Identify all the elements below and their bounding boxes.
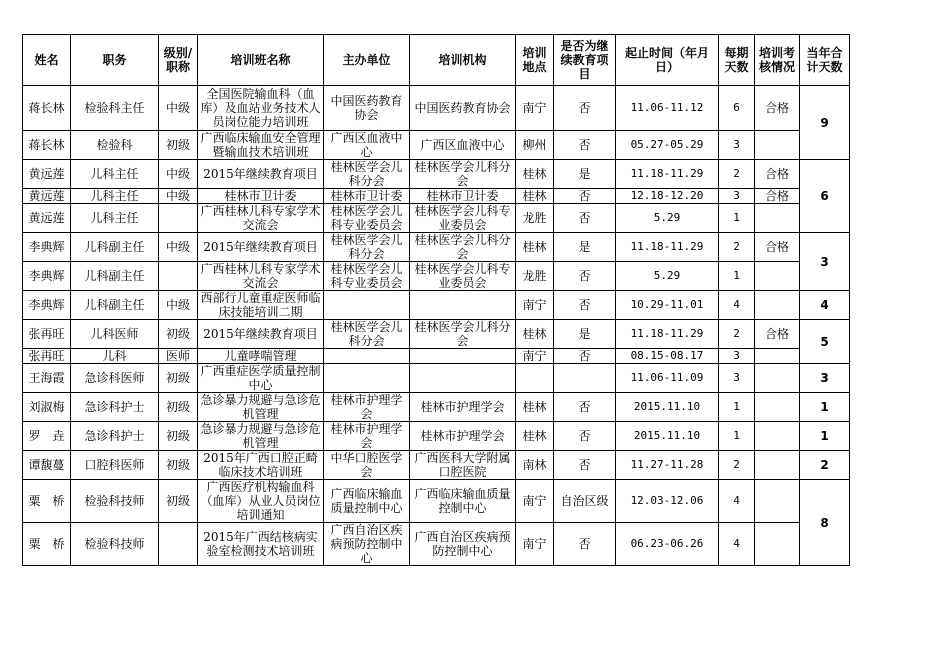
cell-org: 桂林医学会儿科专业委员会 [410,262,516,291]
table-row [23,523,850,566]
cell-place: 南宁 [516,86,554,131]
header-post: 职务 [71,35,159,86]
cell-name: 刘淑梅 [23,393,71,422]
header-total: 当年合计天数 [800,35,850,86]
header-continuing: 是否为继续教育项目 [554,35,616,86]
cell-host: 桂林医学会儿科分会 [324,320,410,349]
cell-continuing: 否 [554,451,616,480]
cell-name: 张再旺 [23,320,71,349]
cell-level: 中级 [159,86,198,131]
cell-total-days: 8 [800,480,850,566]
cell-place: 南宁 [516,349,554,364]
cell-course: 广西临床输血安全管理暨输血技术培训班 [198,131,324,160]
cell-continuing: 否 [554,349,616,364]
cell-host: 广西区血液中心 [324,131,410,160]
cell-time: 11.27-11.28 [616,451,719,480]
cell-post: 儿科副主任 [71,233,159,262]
cell-host: 广西临床输血质量控制中心 [324,480,410,523]
cell-name: 李典辉 [23,262,71,291]
cell-days: 2 [719,320,755,349]
cell-post: 检验科主任 [71,86,159,131]
cell-assess [755,393,800,422]
cell-level: 中级 [159,233,198,262]
cell-post: 儿科医师 [71,320,159,349]
table-body [23,86,850,566]
cell-org: 桂林市护理学会 [410,393,516,422]
cell-time: 2015.11.10 [616,393,719,422]
cell-host: 桂林市护理学会 [324,422,410,451]
cell-level: 中级 [159,291,198,320]
table-row [23,204,850,233]
cell-name: 李典辉 [23,233,71,262]
cell-course: 广西桂林儿科专家学术交流会 [198,262,324,291]
cell-time: 06.23-06.26 [616,523,719,566]
cell-time: 5.29 [616,204,719,233]
cell-place: 桂林 [516,393,554,422]
cell-days: 2 [719,233,755,262]
cell-course: 2015年广西结核病实验室检测技术培训班 [198,523,324,566]
cell-post: 急诊科医师 [71,364,159,393]
cell-name: 黄远莲 [23,204,71,233]
cell-course: 全国医院输血科（血库）及血站业务技术人员岗位能力培训班 [198,86,324,131]
cell-assess [755,523,800,566]
cell-level: 初级 [159,131,198,160]
table-row [23,320,850,349]
cell-continuing: 否 [554,523,616,566]
cell-level: 中级 [159,189,198,204]
cell-place: 南宁 [516,291,554,320]
cell-days: 4 [719,291,755,320]
cell-org: 桂林市护理学会 [410,422,516,451]
cell-name: 蒋长林 [23,131,71,160]
cell-place: 桂林 [516,320,554,349]
cell-post: 儿科主任 [71,189,159,204]
cell-level: 中级 [159,160,198,189]
cell-name: 蒋长林 [23,86,71,131]
cell-place: 桂林 [516,422,554,451]
cell-continuing: 是 [554,233,616,262]
cell-host: 桂林医学会儿科分会 [324,160,410,189]
cell-time: 05.27-05.29 [616,131,719,160]
cell-course: 广西桂林儿科专家学术交流会 [198,204,324,233]
cell-assess: 合格 [755,320,800,349]
cell-post: 儿科主任 [71,204,159,233]
cell-course: 广西重症医学质量控制中心 [198,364,324,393]
cell-total-days: 9 [800,86,850,160]
cell-days: 1 [719,422,755,451]
cell-level: 初级 [159,364,198,393]
cell-org [410,364,516,393]
cell-level: 初级 [159,393,198,422]
cell-days: 3 [719,349,755,364]
cell-name: 罗 垚 [23,422,71,451]
cell-total-days: 6 [800,160,850,233]
cell-level: 医师 [159,349,198,364]
cell-org: 广西自治区疾病预防控制中心 [410,523,516,566]
cell-name: 李典辉 [23,291,71,320]
cell-place: 南宁 [516,523,554,566]
cell-host [324,364,410,393]
cell-level: 初级 [159,422,198,451]
cell-days: 6 [719,86,755,131]
cell-continuing: 否 [554,291,616,320]
cell-post: 检验科技师 [71,523,159,566]
cell-days: 3 [719,364,755,393]
cell-place: 柳州 [516,131,554,160]
cell-name: 王海霞 [23,364,71,393]
cell-continuing: 是 [554,160,616,189]
cell-place: 南林 [516,451,554,480]
cell-days: 4 [719,523,755,566]
training-table [22,34,850,566]
table-row [23,393,850,422]
cell-days: 2 [719,160,755,189]
table-row [23,160,850,189]
cell-total-days: 2 [800,451,850,480]
cell-assess: 合格 [755,189,800,204]
cell-org [410,291,516,320]
cell-org: 中国医药教育协会 [410,86,516,131]
cell-place: 桂林 [516,233,554,262]
cell-time: 10.29-11.01 [616,291,719,320]
cell-name: 黄远莲 [23,189,71,204]
header-level: 级别/职称 [159,35,198,86]
cell-course: 2015年继续教育项目 [198,233,324,262]
cell-assess [755,349,800,364]
cell-assess [755,131,800,160]
cell-host: 中国医药教育协会 [324,86,410,131]
table-row [23,189,850,204]
cell-total-days: 5 [800,320,850,364]
cell-org: 桂林医学会儿科分会 [410,160,516,189]
cell-org: 桂林医学会儿科专业委员会 [410,204,516,233]
cell-place [516,364,554,393]
cell-post: 检验科技师 [71,480,159,523]
cell-org: 桂林医学会儿科分会 [410,320,516,349]
cell-days: 2 [719,451,755,480]
cell-host: 中华口腔医学会 [324,451,410,480]
cell-time: 11.18-11.29 [616,160,719,189]
cell-name: 粟 桥 [23,480,71,523]
cell-assess [755,291,800,320]
cell-place: 桂林 [516,189,554,204]
cell-name: 黄远莲 [23,160,71,189]
cell-place: 南宁 [516,480,554,523]
cell-time: 5.29 [616,262,719,291]
cell-continuing: 否 [554,204,616,233]
cell-time: 11.18-11.29 [616,320,719,349]
cell-post: 急诊科护士 [71,422,159,451]
cell-assess: 合格 [755,233,800,262]
cell-name: 张再旺 [23,349,71,364]
cell-course: 儿童哮喘管理 [198,349,324,364]
cell-days: 1 [719,393,755,422]
cell-total-days: 1 [800,393,850,422]
cell-assess [755,451,800,480]
table-row [23,422,850,451]
header-row [23,35,850,86]
table-row [23,349,850,364]
cell-continuing [554,364,616,393]
cell-post: 口腔科医师 [71,451,159,480]
cell-host: 桂林市卫计委 [324,189,410,204]
table-row [23,86,850,131]
cell-post: 儿科副主任 [71,262,159,291]
cell-org: 广西临床输血质量控制中心 [410,480,516,523]
cell-post: 检验科 [71,131,159,160]
cell-continuing: 否 [554,86,616,131]
cell-course: 2015年广西口腔正畸临床技术培训班 [198,451,324,480]
cell-days: 3 [719,131,755,160]
header-host: 主办单位 [324,35,410,86]
cell-org [410,349,516,364]
cell-host: 广西自治区疾病预防控制中心 [324,523,410,566]
cell-host: 桂林医学会儿科专业委员会 [324,204,410,233]
table-row [23,131,850,160]
cell-course: 急诊暴力规避与急诊危机管理 [198,393,324,422]
cell-name: 粟 桥 [23,523,71,566]
cell-course: 西部行儿童重症医师临床技能培训二期 [198,291,324,320]
cell-host: 桂林市护理学会 [324,393,410,422]
cell-org: 桂林市卫计委 [410,189,516,204]
cell-course: 桂林市卫计委 [198,189,324,204]
cell-continuing: 否 [554,422,616,451]
table-row [23,480,850,523]
cell-assess [755,204,800,233]
cell-assess: 合格 [755,160,800,189]
table-row [23,364,850,393]
header-place: 培训地点 [516,35,554,86]
cell-total-days: 3 [800,233,850,291]
cell-place: 龙胜 [516,262,554,291]
cell-host [324,291,410,320]
cell-place: 桂林 [516,160,554,189]
cell-course: 2015年继续教育项目 [198,160,324,189]
cell-name: 谭馥蔓 [23,451,71,480]
cell-time: 12.03-12.06 [616,480,719,523]
header-assess: 培训考核情况 [755,35,800,86]
cell-continuing: 自治区级 [554,480,616,523]
table-row [23,233,850,262]
cell-days: 4 [719,480,755,523]
cell-assess [755,364,800,393]
cell-assess [755,262,800,291]
cell-total-days: 4 [800,291,850,320]
header-time: 起止时间（年月日） [616,35,719,86]
cell-days: 3 [719,189,755,204]
cell-post: 急诊科护士 [71,393,159,422]
cell-continuing: 否 [554,131,616,160]
cell-level: 初级 [159,320,198,349]
header-days: 每期天数 [719,35,755,86]
cell-days: 1 [719,204,755,233]
cell-total-days: 1 [800,422,850,451]
cell-course: 2015年继续教育项目 [198,320,324,349]
cell-org: 广西医科大学附属口腔医院 [410,451,516,480]
cell-org: 广西区血液中心 [410,131,516,160]
cell-level: 初级 [159,480,198,523]
cell-time: 2015.11.10 [616,422,719,451]
cell-continuing: 否 [554,262,616,291]
cell-host: 桂林医学会儿科专业委员会 [324,262,410,291]
cell-host [324,349,410,364]
cell-level [159,523,198,566]
cell-course: 广西医疗机构输血科（血库）从业人员岗位培训通知 [198,480,324,523]
table-row [23,262,850,291]
cell-level [159,262,198,291]
cell-continuing: 否 [554,189,616,204]
header-name: 姓名 [23,35,71,86]
cell-days: 1 [719,262,755,291]
table-row [23,291,850,320]
cell-assess: 合格 [755,86,800,131]
header-course: 培训班名称 [198,35,324,86]
table-row [23,451,850,480]
cell-assess [755,480,800,523]
cell-time: 11.06-11.12 [616,86,719,131]
cell-level: 初级 [159,451,198,480]
cell-time: 08.15-08.17 [616,349,719,364]
cell-post: 儿科主任 [71,160,159,189]
cell-place: 龙胜 [516,204,554,233]
cell-time: 11.06-11.09 [616,364,719,393]
cell-post: 儿科副主任 [71,291,159,320]
cell-org: 桂林医学会儿科分会 [410,233,516,262]
header-org: 培训机构 [410,35,516,86]
cell-continuing: 是 [554,320,616,349]
cell-time: 12.18-12.20 [616,189,719,204]
cell-assess [755,422,800,451]
cell-total-days: 3 [800,364,850,393]
cell-post: 儿科 [71,349,159,364]
cell-host: 桂林医学会儿科分会 [324,233,410,262]
cell-course: 急诊暴力规避与急诊危机管理 [198,422,324,451]
cell-continuing: 否 [554,393,616,422]
cell-level [159,204,198,233]
cell-time: 11.18-11.29 [616,233,719,262]
